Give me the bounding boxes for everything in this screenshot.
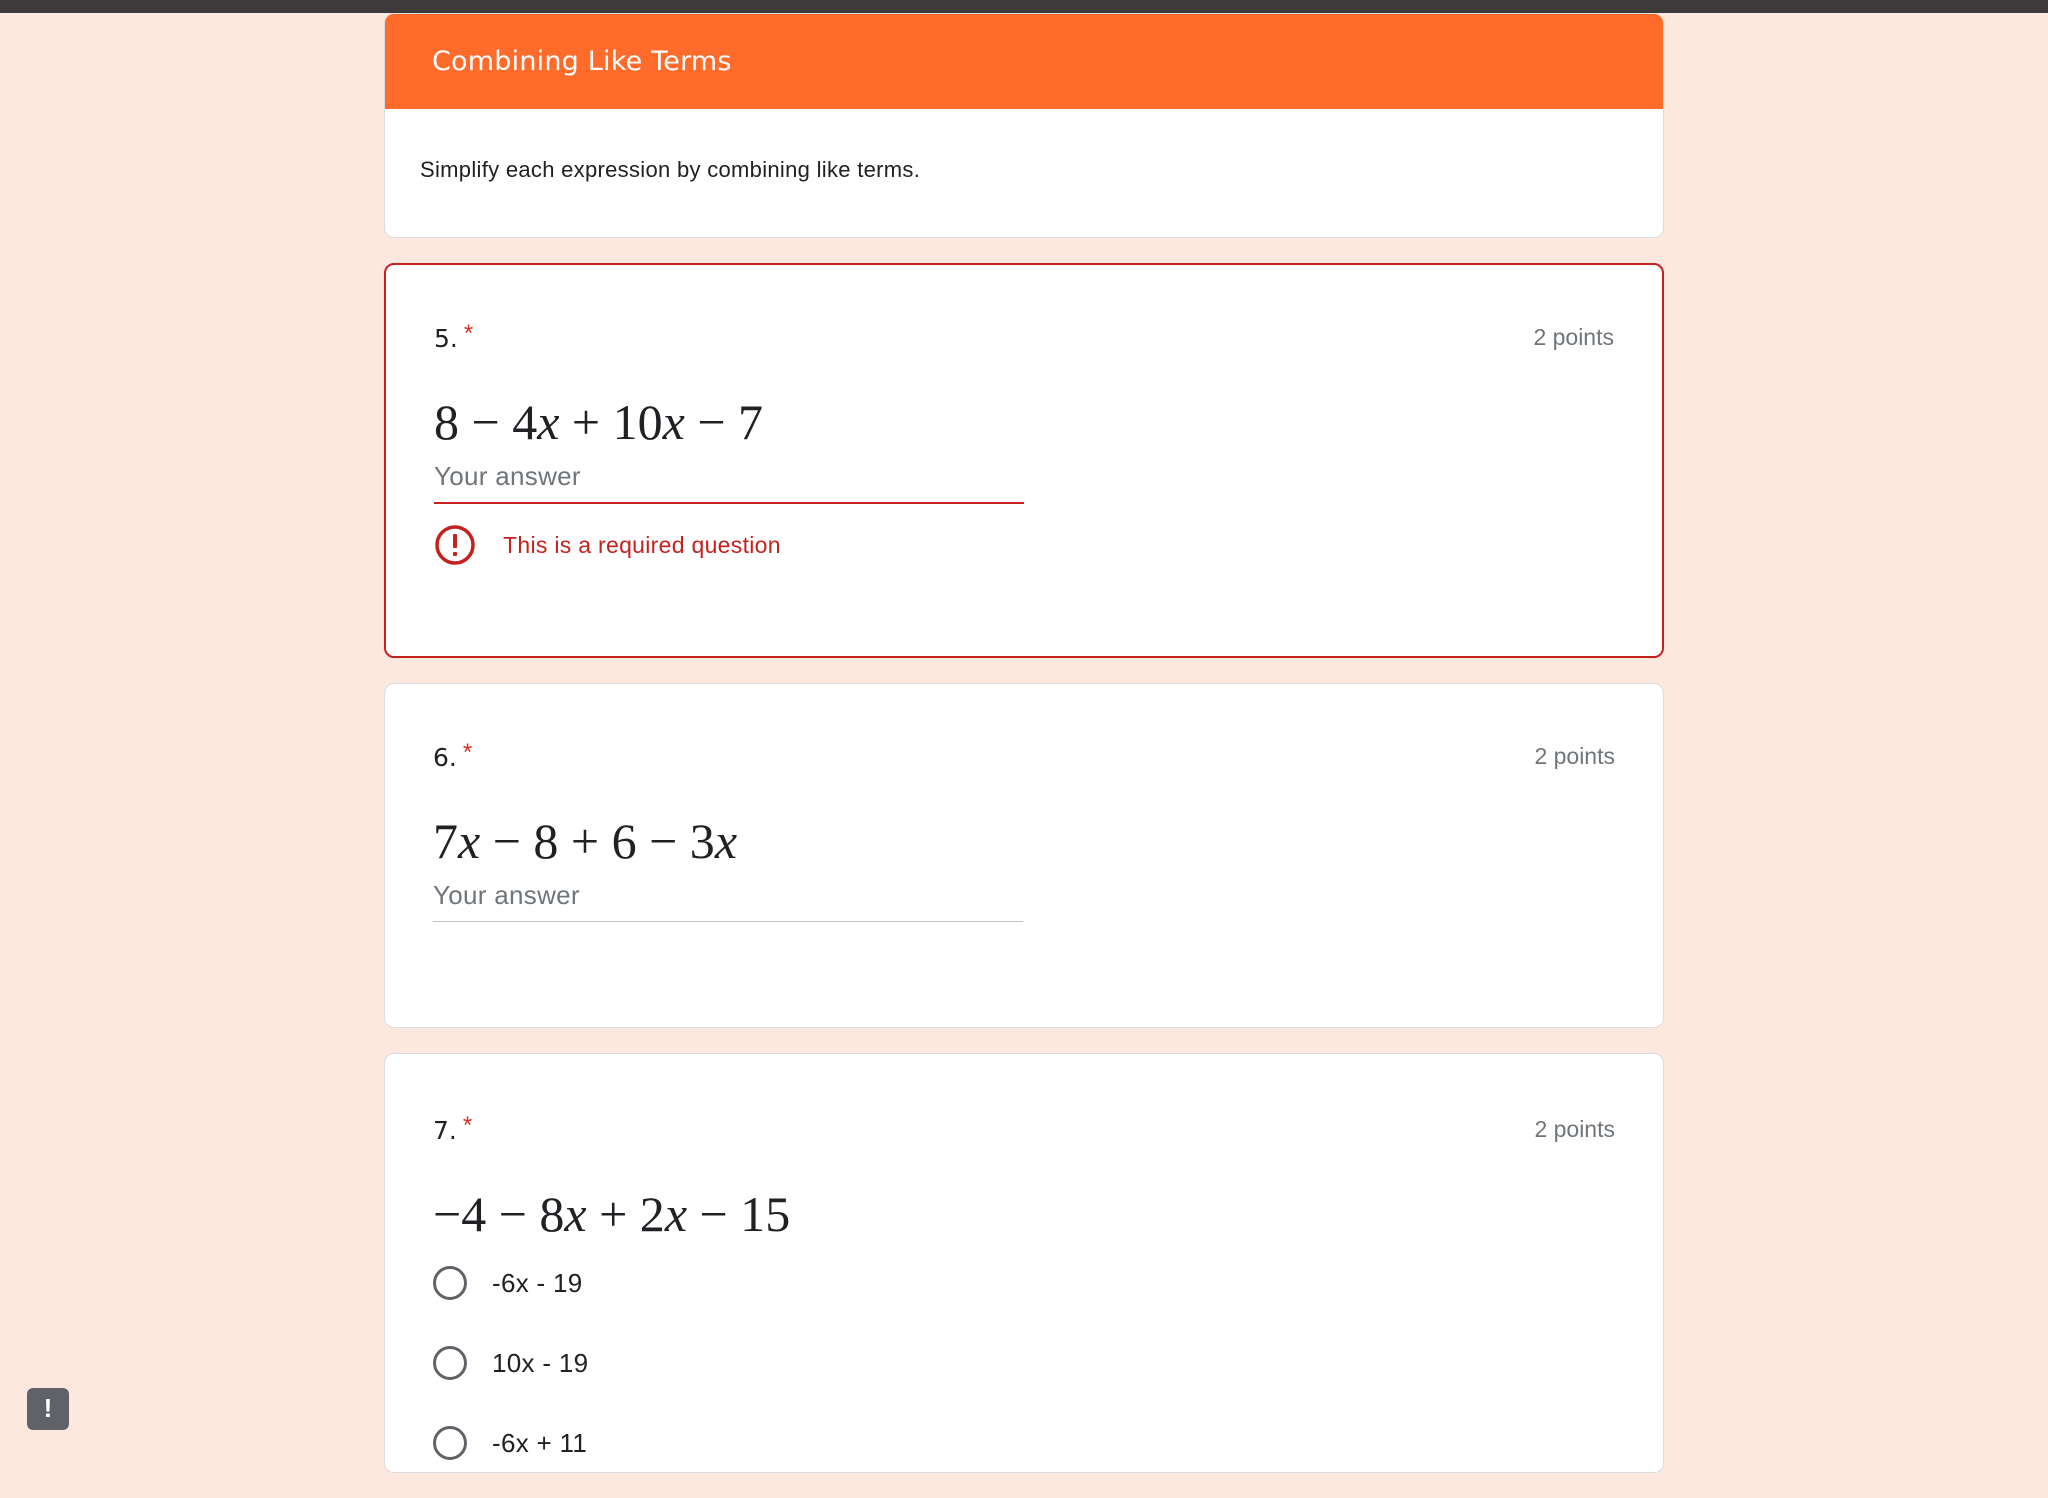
form-title: Combining Like Terms: [432, 46, 732, 77]
question-card-7: [384, 1053, 1664, 1473]
form-description: Simplify each expression by combining like terms.: [420, 157, 921, 182]
form-header-card: [384, 13, 1664, 238]
option-item[interactable]: [433, 1403, 1615, 1483]
question-points: 2 points: [1533, 324, 1614, 350]
form-column: [384, 13, 1664, 1498]
option-item[interactable]: [433, 1323, 1615, 1403]
error-message-row: [434, 524, 1614, 566]
question-title: [434, 320, 473, 353]
option-label: -6x - 19: [492, 1267, 583, 1298]
answer-input[interactable]: Your answer: [434, 461, 1024, 504]
radio-button[interactable]: [433, 1346, 467, 1380]
question-header: [433, 684, 1615, 772]
question-points: 2 points: [1534, 743, 1615, 769]
question-number: 5.: [434, 324, 458, 353]
option-item[interactable]: [433, 1243, 1615, 1323]
radio-button[interactable]: [433, 1426, 467, 1460]
required-asterisk: *: [462, 739, 473, 766]
question-number: 6.: [433, 743, 457, 772]
question-card-5: [384, 263, 1664, 658]
report-problem-icon: !: [43, 1393, 53, 1423]
required-asterisk: *: [462, 1112, 473, 1139]
option-label: 10x - 19: [492, 1347, 589, 1378]
question-header: [433, 1054, 1615, 1145]
question-expression: 7x − 8 + 6 − 3x: [433, 813, 738, 869]
required-asterisk: *: [463, 320, 474, 347]
answer-input[interactable]: Your answer: [433, 880, 1023, 922]
error-message: This is a required question: [503, 531, 781, 558]
question-points: 2 points: [1534, 1116, 1615, 1142]
question-expression: −4 − 8x + 2x − 15: [433, 1186, 791, 1242]
error-alert-icon: [434, 524, 476, 566]
question-title: [433, 739, 472, 772]
browser-top-bar: [0, 0, 2048, 13]
question-header: [434, 265, 1614, 353]
question-number: 7.: [433, 1116, 457, 1145]
question-card-6: [384, 683, 1664, 1028]
question-title: [433, 1112, 472, 1145]
form-header-band: [385, 14, 1663, 109]
option-label: -6x + 11: [492, 1427, 588, 1458]
radio-button[interactable]: [433, 1266, 467, 1300]
report-problem-button[interactable]: [27, 1388, 69, 1430]
options-list: [433, 1243, 1615, 1483]
question-expression: 8 − 4x + 10x − 7: [434, 394, 764, 450]
